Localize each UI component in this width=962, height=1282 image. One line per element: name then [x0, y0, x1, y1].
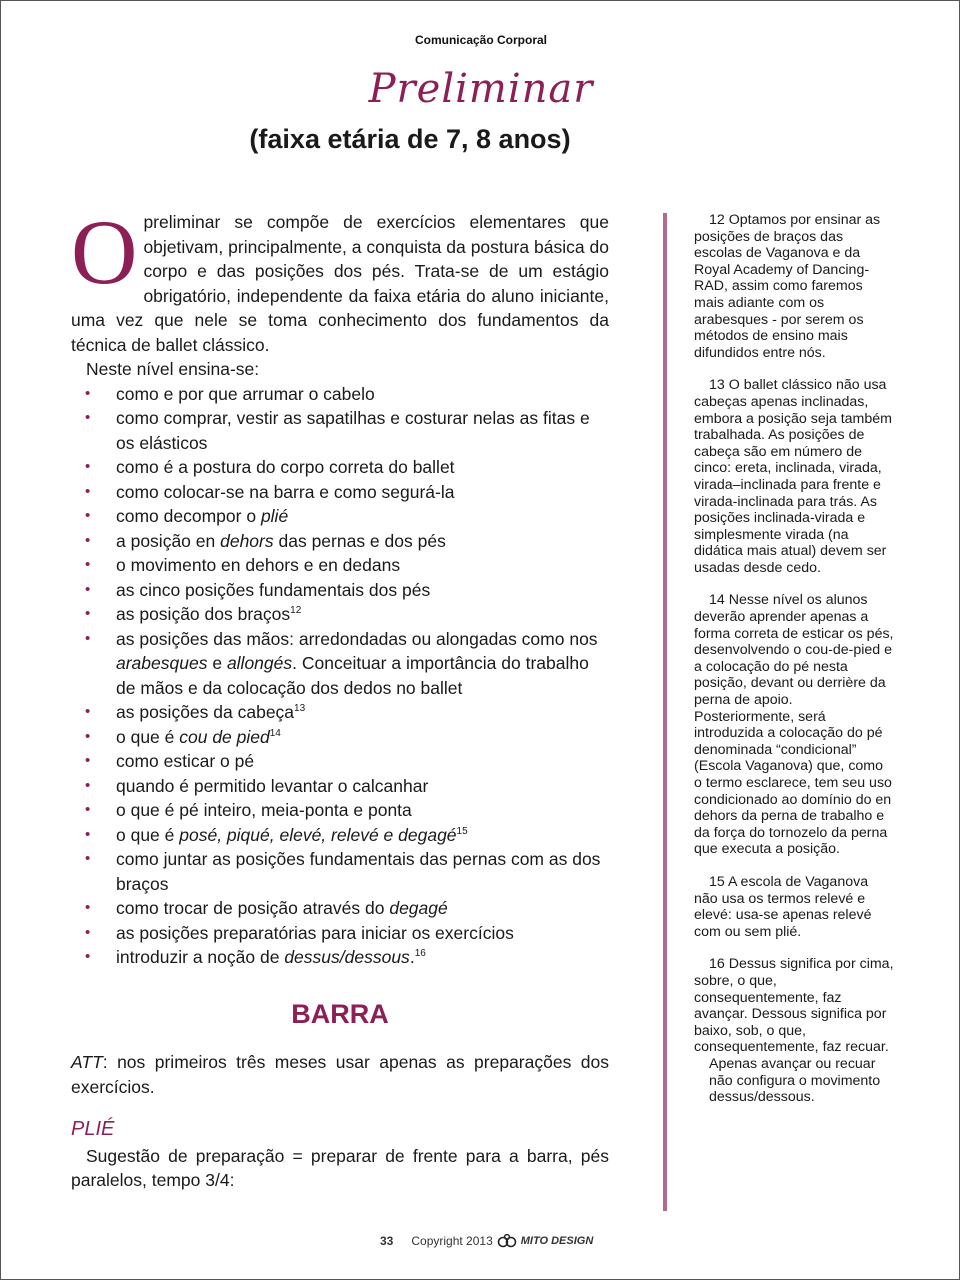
footnote: 15 A escola de Vaganova não usa os termos relevé e elevé: usa-se apenas relevé com ou sem plié. — [694, 873, 872, 940]
main-column — [71, 201, 609, 1193]
item-italic-term: cou de pied — [179, 726, 270, 747]
bullet-icon: • — [85, 458, 91, 475]
item-text: quando é permitido levantar o calcanhar — [116, 775, 429, 796]
footnote: 14 Nesse nível os alunos deverão aprender apenas a forma correta de esticar os pés, desenvolvendo o cou-de-pied e a colocação do pé nesta posição, devant ou derrière da perna de apoio. Posteriormente, será introduzida a colocação do pé denominada “condicional” (Escola Vaganova) que, como o termo esclarece, tem seu uso condicionado ao domínio do en dehors da perna de trabalho e da força do tornozelo da perna que executa a posição. — [694, 592, 894, 858]
bullet-icon: • — [85, 727, 91, 745]
item-text: como juntar as posições fundamentais das pernas com as dos braços — [116, 849, 601, 894]
item-text: o que é pé inteiro, meia-ponta e ponta — [116, 800, 412, 820]
bullet-icon: • — [85, 899, 91, 916]
list-item — [71, 529, 609, 554]
footnote-ref: 14 — [269, 727, 281, 739]
att-label: ATT — [71, 1052, 103, 1072]
item-text: as posições da cabeça — [116, 702, 295, 722]
item-text: as posição dos braços — [116, 604, 291, 624]
item-text: como decompor o — [116, 506, 261, 526]
bullet-icon: • — [85, 531, 91, 549]
footnote: 16 Dessus significa por cima, sobre, o que, consequentemente, faz avançar. Dessous significa por baixo, sob, o que, consequentemente, faz recuar. — [694, 956, 894, 1056]
sidebar-divider — [663, 213, 667, 1211]
bullet-icon: • — [85, 825, 91, 843]
item-text: . Conceituar a importância do trabalho de mãos e da colocação dos dedos no ballet — [116, 653, 589, 698]
plie-heading: PLIÉ — [71, 1118, 115, 1140]
list-item — [71, 921, 609, 946]
att-text: : nos primeiros três meses usar apenas as preparações dos exercícios. — [71, 1052, 609, 1097]
bullet-icon: • — [85, 752, 91, 769]
item-text: como é a postura do corpo correta do ballet — [116, 457, 455, 477]
footnote-ref: 13 — [294, 703, 306, 715]
item-text: e — [207, 653, 227, 673]
bullet-icon: • — [85, 776, 91, 794]
list-item — [71, 725, 609, 750]
list-item — [71, 504, 609, 529]
list-item — [71, 700, 609, 725]
page-title: Preliminar — [368, 66, 594, 112]
footnote-ref: 16 — [414, 948, 426, 960]
item-text: como trocar de posição através do — [116, 898, 390, 918]
bullet-icon: • — [85, 507, 91, 524]
item-italic-term: posé, piqué, elevé, relevé e degagé — [179, 824, 457, 845]
item-text: introduzir a noção de — [116, 947, 285, 967]
item-text: das pernas e dos pés — [273, 530, 446, 551]
list-item — [71, 406, 609, 455]
list-item — [71, 455, 609, 480]
footnote: 12 Optamos por ensinar as posições de braços das escolas de Vaganova e da Royal Academy of Dancing-RAD, assim como faremos mais adiante com os arabesques - por serem os métodos de ensino mais difundidos entre nós. — [694, 212, 881, 361]
bullet-icon: • — [85, 923, 91, 941]
list-item — [71, 627, 609, 701]
item-text: a posição en — [116, 530, 221, 551]
item-text: o que é — [116, 726, 180, 747]
running-header: Comunicação Corporal — [414, 33, 548, 47]
list-item — [71, 480, 609, 505]
bullet-icon: • — [85, 556, 91, 573]
bullet-icon: • — [85, 580, 91, 598]
footnote-ref: 15 — [456, 825, 468, 837]
bullet-icon: • — [85, 703, 91, 720]
item-italic-term: degagé — [389, 898, 448, 918]
item-italic-term: dessus/dessous — [284, 947, 410, 967]
drop-cap: O — [71, 201, 138, 303]
footnote: 13 O ballet clássico não usa cabeças apenas inclinadas, embora a posição seja também trabalhada. As posições de cabeça são em número de cinco: ereta, inclinada, virada, virada–inclinada para frente e virada-inclinada para trás. As posições inclinada-virada e simplesmente virada (na didática mais atual) devem ser usadas desde cedo. — [694, 377, 892, 576]
list-item — [71, 553, 609, 578]
item-text: as posições preparatórias para iniciar os exercícios — [116, 922, 514, 943]
intro-text: preliminar se compõe de exercícios elementares que objetivam, principalmente, a conquista da postura básica do corpo e das posições dos pés. Trata-se de um estágio obrigatório, independente da faixa etária do aluno iniciante, uma vez que nele se toma conhecimento dos fundamentos da técnica de ballet clássico. — [71, 212, 609, 355]
page-subtitle: (faixa etária de 7, 8 anos) — [249, 124, 571, 154]
footnote-continuation: Apenas avançar ou recuar não configura o movimento dessus/dessous. — [709, 1055, 881, 1106]
item-italic-term: plié — [260, 506, 289, 526]
item-text: como comprar, vestir as sapatilhas e costurar nelas as fitas e os elásticos — [116, 408, 590, 453]
section-title: BARRA — [291, 998, 389, 1029]
item-text: . — [409, 947, 415, 967]
bullet-icon: • — [85, 850, 91, 867]
list-item — [71, 945, 609, 970]
page-number: 33 — [380, 1234, 394, 1248]
list-item — [71, 847, 609, 896]
bullet-icon: • — [85, 801, 91, 818]
mito-logo-icon — [497, 1234, 517, 1248]
bullet-icon: • — [85, 629, 91, 647]
topic-list — [71, 382, 609, 970]
item-text: o que é — [116, 824, 180, 845]
item-text: as posições das mãos: arredondadas ou alongadas como nos — [116, 628, 598, 649]
list-item — [71, 823, 609, 848]
bullet-icon: • — [85, 384, 91, 402]
bullet-icon: • — [85, 409, 91, 426]
item-text: o movimento en dehors e en dedans — [116, 555, 401, 575]
list-intro: Neste nível ensina-se: — [86, 359, 260, 379]
page-footer — [380, 1234, 593, 1248]
brand-name: MITO DESIGN — [520, 1235, 594, 1247]
list-item — [71, 578, 609, 603]
copyright-text: Copyright 2013 — [411, 1234, 493, 1248]
list-item — [71, 774, 609, 799]
list-item — [71, 896, 609, 921]
intro-paragraph — [71, 201, 609, 357]
item-text: como e por que arrumar o cabelo — [116, 383, 375, 404]
item-text: como colocar-se na barra e como segurá-la — [116, 481, 455, 502]
list-item — [71, 382, 609, 407]
item-text: as cinco posições fundamentais dos pés — [116, 579, 431, 600]
list-item — [71, 798, 609, 823]
item-italic-term: dehors — [220, 530, 274, 551]
bullet-icon: • — [85, 948, 91, 965]
prep-paragraph: Sugestão de preparação = preparar de frente para a barra, pés paralelos, tempo 3/4: — [71, 1145, 609, 1190]
bullet-icon: • — [85, 605, 91, 622]
list-item — [71, 602, 609, 627]
bullet-icon: • — [85, 482, 91, 500]
footnotes-column — [694, 212, 894, 1106]
item-italic-term: allongés — [226, 653, 293, 673]
footnote-ref: 12 — [290, 605, 302, 617]
att-paragraph — [71, 1050, 609, 1099]
list-item — [71, 749, 609, 774]
item-italic-term: arabesques — [116, 653, 208, 673]
item-text: como esticar o pé — [116, 751, 255, 771]
